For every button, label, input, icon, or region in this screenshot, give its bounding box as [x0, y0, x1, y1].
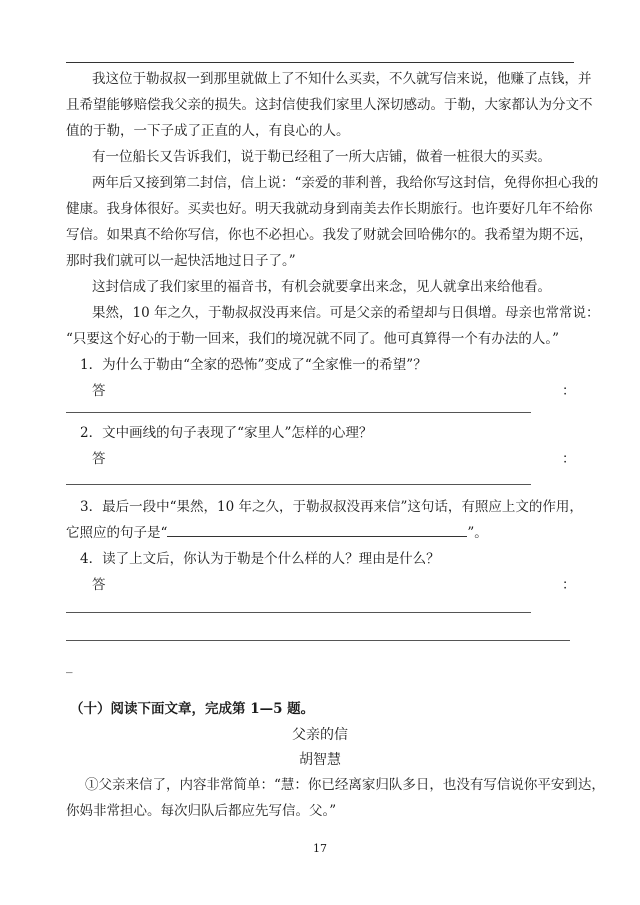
header-rule: [66, 62, 574, 63]
passage-p3-line1: 两年后又接到第二封信，信上说：“亲爱的菲利普，我给你写这封信，免得你担心我的: [92, 175, 599, 191]
answer-label-2: 答: [92, 451, 106, 467]
answer-line-4b[interactable]: [66, 640, 570, 641]
article-title: 父亲的信: [292, 727, 348, 743]
question-3-prefix: 它照应的句子是“: [66, 525, 168, 541]
question-1: 1．为什么于勒由“全家的恐怖”变成了“全家惟一的希望”？: [80, 357, 427, 373]
passage-p3-line3: 写信。如果真不给你写信，你也不必担心。我发了财就会回哈佛尔的。我希望为期不远，: [66, 227, 593, 243]
answer-label-4: 答: [92, 577, 106, 593]
answer-line-1[interactable]: [66, 412, 531, 413]
passage-p4: 这封信成了我们家里的福音书，有机会就要拿出来念，见人就拿出来给他看。: [92, 279, 551, 295]
article-p1-line1: ①父亲来信了，内容非常简单：“慧：你已经离家归队多日，也没有写信说你平安到达，: [85, 777, 605, 793]
trailing-dash: _: [66, 659, 73, 674]
article-author: 胡智慧: [299, 752, 341, 768]
question-3-suffix: ”。: [467, 525, 488, 541]
passage-p1-line3: 值的于勒，一下子成了正直的人，有良心的人。: [66, 123, 350, 139]
article-p1-line2: 你妈非常担心。每次归队后都应先写信。父。”: [66, 803, 337, 819]
question-3-line1: 3．最后一段中“果然，10 年之久，于勒叔叔没再来信”这句话，有照应上文的作用，: [80, 499, 583, 515]
answer-colon-1: ：: [562, 383, 576, 399]
answer-colon-4: ：: [562, 577, 576, 593]
page-number: 17: [313, 842, 327, 855]
answer-line-2[interactable]: [66, 484, 531, 485]
passage-p1-line2: 且希望能够赔偿我父亲的损失。这封信使我们家里人深切感动。于勒，大家都认为分文不: [66, 97, 593, 113]
answer-line-4a[interactable]: [66, 612, 531, 613]
question-4: 4．读了上文后，你认为于勒是个什么样的人？理由是什么？: [80, 551, 440, 567]
passage-p3-line4: 那时我们就可以一起快活地过日子了。”: [66, 253, 296, 269]
passage-p2: 有一位船长又告诉我们，说于勒已经租了一所大店铺，做着一桩很大的买卖。: [92, 149, 551, 165]
passage-p3-line2: 健康。我身体很好。买卖也好。明天我就动身到南美去作长期旅行。也许要好几年不给你: [66, 201, 593, 217]
passage-p1-line1: 我这位于勒叔叔一到那里就做上了不知什么买卖，不久就写信来说，他赚了点钱，并: [92, 71, 592, 87]
fill-blank-3[interactable]: [167, 524, 467, 537]
passage-p5-line1: 果然，10 年之久，于勒叔叔没再来信。可是父亲的希望却与日俱增。母亲也常常说：: [92, 305, 600, 321]
answer-label-1: 答: [92, 383, 106, 399]
question-3-line2: [66, 524, 488, 542]
question-2: 2．文中画线的句子表现了“家里人”怎样的心理？: [80, 425, 373, 441]
section-heading: （十）阅读下面文章，完成第 1—5 题。: [70, 701, 315, 717]
passage-p5-line2: “只要这个好心的于勒一回来，我们的境况就不同了。他可真算得一个有办法的人。”: [66, 331, 560, 347]
answer-colon-2: ：: [562, 451, 576, 467]
